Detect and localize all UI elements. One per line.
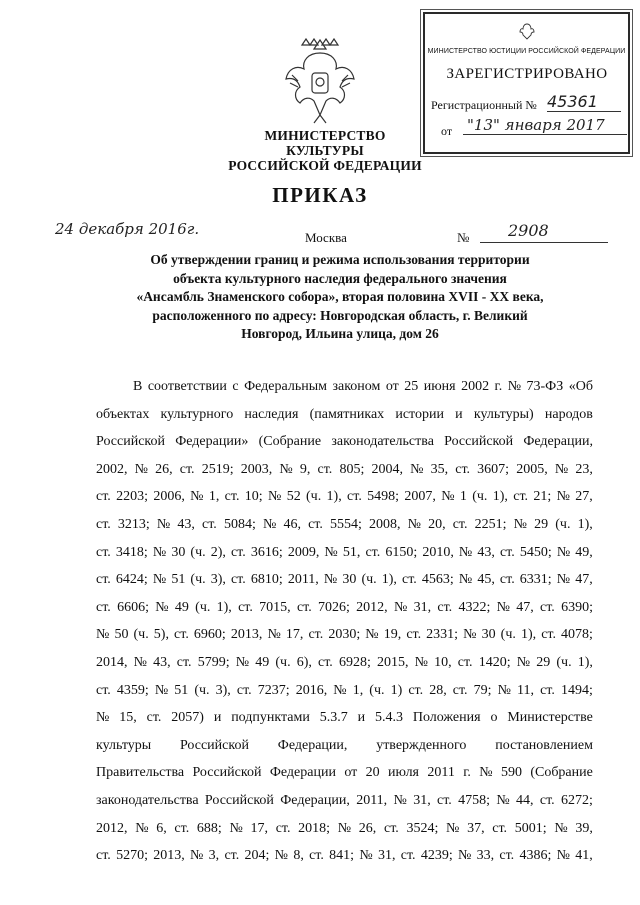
- body-line: ст. 3418; № 30 (ч. 2), ст. 3616; 2009, № 51, ст. 6150; 2010, № 43, ст. 5450; № 49,: [96, 544, 593, 560]
- order-date: 24 декабря 2016г.: [55, 220, 200, 238]
- body-line: ст. 5270; 2013, № 3, ст. 204; № 8, ст. 841; № 31, ст. 4239; № 33, ст. 4386; № 41,: [96, 848, 593, 864]
- body-line: № 15, ст. 2057) и подпунктами 5.3.7 и 5.4.3 Положения о Министерстве: [96, 710, 593, 726]
- body-line: 2014, № 43, ст. 5799; № 49 (ч. 6), ст. 6928; 2015, № 10, ст. 1420; № 29 (ч. 1),: [96, 654, 593, 670]
- body-line: ст. 6424; № 51 (ч. 3), ст. 6810; 2011, № 30 (ч. 1), ст. 4563; № 45, ст. 6331; № 47,: [96, 572, 593, 588]
- russian-coat-of-arms-icon: [519, 22, 535, 40]
- body-line: ст. 3213; № 43, ст. 5084; № 46, ст. 5554; 2008, № 20, ст. 2251; № 29 (ч. 1),: [96, 516, 593, 532]
- subject-line: расположенного по адресу: Новгородская область, г. Великий: [152, 307, 528, 323]
- stamp-from-label: от: [441, 124, 453, 138]
- body-line: В соответствии с Федеральным законом от 25 июня 2002 г. № 73-ФЗ «Об: [133, 379, 593, 394]
- registration-stamp: [423, 12, 630, 154]
- document-title: ПРИКАЗ: [272, 183, 368, 207]
- body-line: 2002, № 26, ст. 2519; 2003, № 9, ст. 805; 2004, № 35, ст. 3607; 2005, № 23,: [96, 461, 593, 477]
- subject-line: объекта культурного наследия федерального значения: [173, 270, 507, 286]
- stamp-registered-label: ЗАРЕГИСТРИРОВАНО: [446, 66, 608, 82]
- ministry-line-2: РОССИЙСКОЙ ФЕДЕРАЦИИ: [228, 158, 422, 173]
- body-line: ст. 2203; 2006, № 1, ст. 10; № 52 (ч. 1), ст. 5498; 2007, № 1 (ч. 1), ст. 21; № 27,: [96, 489, 593, 505]
- body-line: № 50 (ч. 5), ст. 6960; 2013, № 17, ст. 2030; № 19, ст. 2331; № 30 (ч. 1), ст. 4078;: [96, 627, 593, 643]
- stamp-reg-number-label: Регистрационный №: [431, 98, 537, 112]
- body-line: 2012, № 6, ст. 688; № 17, ст. 2018; № 26, ст. 3524; № 37, ст. 5001; № 39,: [96, 820, 593, 836]
- order-subject: [95, 251, 585, 344]
- stamp-registration-date: "13" января 2017: [463, 116, 627, 135]
- subject-line: «Ансамбль Знаменского собора», вторая половина XVII - XX века,: [136, 289, 544, 304]
- order-city: Москва: [305, 230, 347, 245]
- body-line: ст. 6606; № 49 (ч. 1), ст. 7015, ст. 7026; 2012, № 31, ст. 4322; № 47, ст. 6390;: [96, 599, 593, 615]
- subject-line: Об утверждении границ и режима использования территории: [150, 252, 530, 267]
- body-line: культуры Российской Федерации, утвержденного постановлением: [96, 737, 593, 753]
- stamp-reg-number: 45361: [547, 92, 621, 112]
- body-line: объектах культурного наследия (памятниках истории и культуры) народов: [96, 406, 593, 422]
- stamp-ministry-name: МИНИСТЕРСТВО ЮСТИЦИИ РОССИЙСКОЙ ФЕДЕРАЦИИ: [427, 48, 626, 55]
- order-number: 2908: [508, 221, 549, 240]
- body-line: ст. 4359; № 51 (ч. 3), ст. 7237; 2016, № 1, (ч. 1) ст. 28, ст. 79; № 11, ст. 1494;: [96, 682, 593, 698]
- order-body-text: [96, 373, 593, 870]
- body-line: Российской Федерации» (Собрание законодательства Российской Федерации,: [96, 434, 593, 450]
- body-line: Правительства Российской Федерации от 20 июля 2011 г. № 590 (Собрание: [96, 765, 593, 781]
- order-number-sign: №: [457, 230, 470, 245]
- order-number-underline: [480, 242, 608, 243]
- issuing-ministry-name: [225, 128, 425, 173]
- subject-line: Новгород, Ильина улица, дом 26: [241, 326, 439, 341]
- russian-coat-of-arms-icon: [280, 35, 360, 125]
- ministry-line-1: МИНИСТЕРСТВО КУЛЬТУРЫ: [264, 128, 386, 158]
- body-line: законодательства Российской Федерации, 2011, № 31, ст. 4758; № 44, ст. 6272;: [96, 792, 593, 808]
